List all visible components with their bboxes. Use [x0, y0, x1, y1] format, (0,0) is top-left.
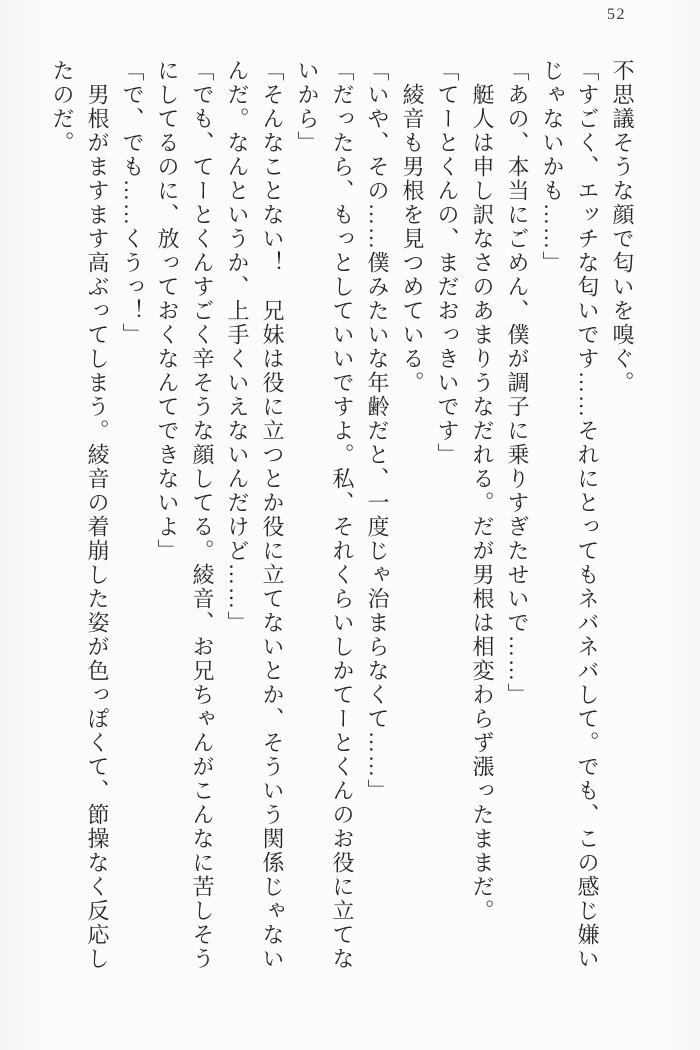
text-column: いから」 [295, 59, 320, 155]
text-column: 「すごく、エッチな匂いです……それにとってもネバネバして。でも、この感じ嫌い [575, 59, 600, 971]
text-column: 男根がますます高ぶってしまう。綾音の着崩した姿が色っぽくて、節操なく反応し [85, 83, 110, 971]
page-number: 52 [607, 6, 626, 23]
text-column: 不思議そうな顔で匂いを嗅ぐ。 [610, 59, 635, 395]
text-column: 艇人は申し訳なさのあまりうなだれる。だが男根は相変わらず漲ったままだ。 [470, 83, 495, 923]
text-column: 「あの、本当にごめん、僕が調子に乗りすぎたせいで……」 [505, 59, 530, 707]
text-column: たのだ。 [50, 59, 75, 155]
text-column: にしてるのに、放っておくなんてできないよ」 [155, 59, 180, 563]
text-column: んだ。なんというか、上手くいえないんだけど……」 [225, 59, 250, 635]
book-page-text [45, 59, 640, 973]
text-column: 「そんなことない！ 兄妹は役に立つとか役に立てないとか、そういう関係じゃない [260, 59, 285, 971]
text-column: じゃないかも……」 [540, 59, 565, 275]
text-column: 「いや、その……僕みたいな年齢だと、一度じゃ治まらなくて……」 [365, 59, 390, 803]
text-column: 「だったら、もっとしていいですよ。私、それくらいしかてーとくんのお役に立てな [330, 59, 355, 971]
text-column: 「でも、てーとくんすごく辛そうな顔してる。綾音、お兄ちゃんがこんなに苦しそう [190, 59, 215, 971]
text-column: 「で、でも……くうっ！」 [120, 59, 145, 347]
text-column: 綾音も男根を見つめている。 [400, 83, 425, 395]
text-column: 「てーとくんの、まだおっきいです」 [435, 59, 460, 467]
